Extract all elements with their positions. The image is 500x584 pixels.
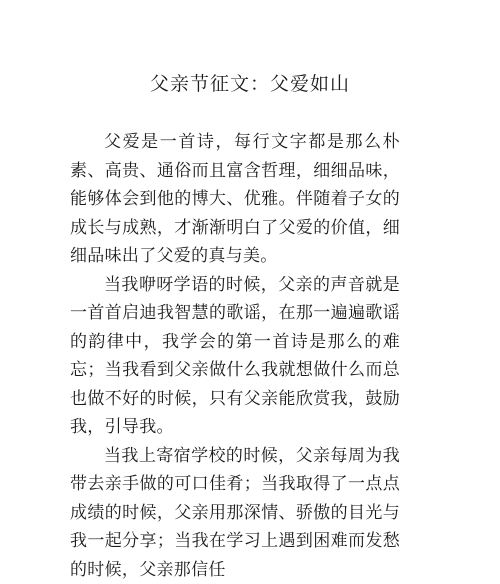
article-body [70,128,400,584]
paragraph: 当我上寄宿学校的时候，父亲每周为我带去亲手做的可口佳肴；当我取得了一点点成绩的时候，父亲用那深情、骄傲的目光与我一起分享；当我在学习上遇到困难而发愁的时候，父亲那信任 [70,442,400,584]
paragraph: 父爱是一首诗，每行文字都是那么朴素、高贵、通俗而且富含哲理，细细品味，能够体会到他的博大、优雅。伴随着子女的成长与成熟，才渐渐明白了父爱的价值，细细品味出了父爱的真与美。 [70,128,400,271]
document-title: 父亲节征文：父爱如山 [0,70,500,98]
paragraph: 当我咿呀学语的时候，父亲的声音就是一首首启迪我智慧的歌谣，在那一遍遍歌谣的韵律中，我学会的第一首诗是那么的难忘；当我看到父亲做什么我就想做什么而总也做不好的时候，只有父亲能欣赏我，鼓励我，引导我。 [70,271,400,442]
